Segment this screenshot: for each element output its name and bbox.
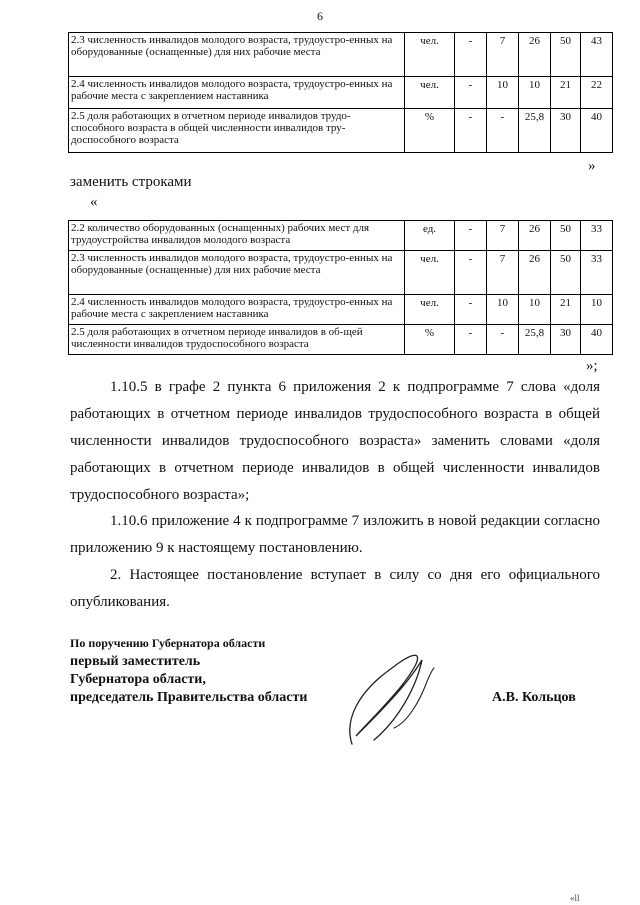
row-value: - (455, 325, 487, 355)
page-number: 6 (317, 9, 323, 23)
row-unit: чел. (405, 295, 455, 325)
signature-position-2: Губернатора области, (70, 672, 206, 687)
row-value: 40 (581, 325, 613, 355)
row-description: 2.3 численность инвалидов молодого возраста, трудоустро-енных на оборудованные (оснащенные) для них рабочие места (69, 33, 405, 77)
row-description: 2.2 количество оборудованных (оснащенных) рабочих мест для трудоустройства инвалидов молодого возраста (69, 221, 405, 251)
row-value: 50 (551, 33, 581, 77)
row-unit: чел. (405, 33, 455, 77)
row-value: 30 (551, 325, 581, 355)
table-row (69, 33, 613, 77)
row-description: 2.5 доля работающих в отчетном периоде инвалидов в об-щей численности инвалидов трудоспособного возраста (69, 325, 405, 355)
row-value: 7 (487, 33, 519, 77)
row-value: - (455, 33, 487, 77)
signature-on-behalf: По поручению Губернатора области (70, 636, 266, 650)
row-value: 7 (487, 251, 519, 295)
row-value: 50 (551, 221, 581, 251)
row-value: - (455, 77, 487, 109)
row-value: 7 (487, 221, 519, 251)
row-unit: ед. (405, 221, 455, 251)
row-description: 2.3 численность инвалидов молодого возраста, трудоустро-енных на оборудованные (оснащенные) для них рабочие места (69, 251, 405, 295)
handwritten-signature-icon (330, 640, 440, 750)
corner-mark: «ll (570, 893, 580, 903)
signature-position-3: председатель Правительства области (70, 690, 308, 705)
table-row (69, 295, 613, 325)
row-unit: чел. (405, 77, 455, 109)
row-description: 2.4 численность инвалидов молодого возраста, трудоустро-енных на рабочие места с закреплением наставника (69, 77, 405, 109)
row-value: 43 (581, 33, 613, 77)
row-value: 25,8 (519, 325, 551, 355)
row-unit: % (405, 109, 455, 153)
row-description: 2.5 доля работающих в отчетном периоде инвалидов трудо-способного возраста в общей численности инвалидов тру-доспособного возраста (69, 109, 405, 153)
table-row (69, 109, 613, 153)
row-unit: чел. (405, 251, 455, 295)
signature-position-1: первый заместитель (70, 654, 201, 669)
row-value: 26 (519, 33, 551, 77)
row-value: 10 (487, 77, 519, 109)
table-row (69, 251, 613, 295)
row-value: 33 (581, 221, 613, 251)
indicators-table-old (68, 32, 613, 153)
row-value: 26 (519, 251, 551, 295)
row-value: 50 (551, 251, 581, 295)
row-value: - (455, 251, 487, 295)
row-value: - (487, 109, 519, 153)
row-value: - (487, 325, 519, 355)
row-value: 10 (519, 295, 551, 325)
closing-quote: » (588, 158, 596, 174)
row-description: 2.4 численность инвалидов молодого возраста, трудоустро-енных на рабочие места с закреплением наставника (69, 295, 405, 325)
row-value: 40 (581, 109, 613, 153)
row-value: 33 (581, 251, 613, 295)
row-value: 10 (519, 77, 551, 109)
replace-instruction: заменить строками (70, 174, 192, 190)
row-value: 25,8 (519, 109, 551, 153)
row-value: 10 (581, 295, 613, 325)
row-value: 22 (581, 77, 613, 109)
table-row (69, 325, 613, 355)
table-row (69, 77, 613, 109)
row-value: - (455, 295, 487, 325)
paragraph-2: 2. Настоящее постановление вступает в силу со дня его официального опубликования. (70, 567, 600, 610)
paragraph-1-10-6: 1.10.6 приложение 4 к подпрограмме 7 изложить в новой редакции согласно приложению 9 к настоящему постановлению. (70, 513, 600, 556)
row-unit: % (405, 325, 455, 355)
row-value: 30 (551, 109, 581, 153)
indicators-table-new (68, 220, 613, 355)
opening-quote: « (90, 194, 98, 210)
row-value: 26 (519, 221, 551, 251)
row-value: - (455, 221, 487, 251)
signatory-name: А.В. Кольцов (492, 690, 576, 705)
row-value: 21 (551, 295, 581, 325)
closing-quote-semicolon: »; (586, 358, 598, 374)
row-value: - (455, 109, 487, 153)
table-row (69, 221, 613, 251)
row-value: 10 (487, 295, 519, 325)
paragraph-1-10-5: 1.10.5 в графе 2 пункта 6 приложения 2 к подпрограмме 7 слова «доля работающих в отчетном периоде инвалидов трудоспособного возраста в общей численности инвалидов трудоспособного возраста» заменить словами «доля работающих в отчетном периоде инвалидов в общей численности инвалидов трудоспособного возраста»; (70, 379, 600, 503)
row-value: 21 (551, 77, 581, 109)
